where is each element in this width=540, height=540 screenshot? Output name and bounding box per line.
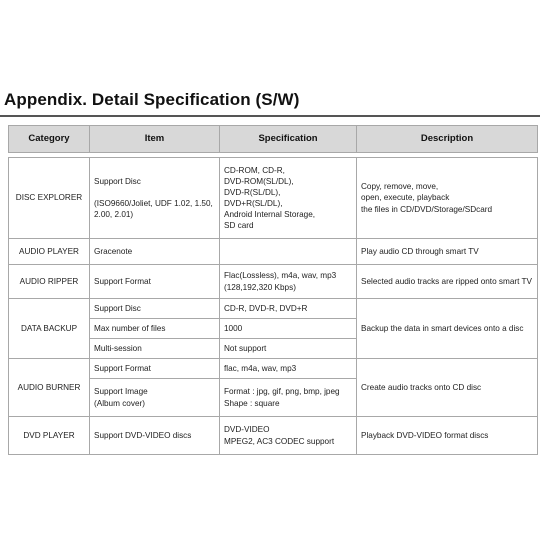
description-cell: Create audio tracks onto CD disc [357,359,538,417]
item-cell: Support Format [90,359,220,379]
spec-cell [220,239,357,265]
category-cell: DISC EXPLORER [9,158,90,239]
item-cell: Gracenote [90,239,220,265]
item-cell: Support Image (Album cover) [90,379,220,417]
description-cell: Play audio CD through smart TV [357,239,538,265]
table-row [9,265,538,299]
item-cell: Support Disc (ISO9660/Joliet, UDF 1.02, 1.50, 2.00, 2.01) [90,158,220,239]
spec-cell: Format : jpg, gif, png, bmp, jpeg Shape : square [220,379,357,417]
header-description: Description [357,126,538,153]
description-cell: Playback DVD-VIDEO format discs [357,417,538,455]
table-row [9,239,538,265]
description-cell: Copy, remove, move, open, execute, playback the files in CD/DVD/Storage/SDcard [357,158,538,239]
page-title: Appendix. Detail Specification (S/W) [4,90,300,109]
table-row [9,417,538,455]
item-cell: Multi-session [90,339,220,359]
header-category: Category [9,126,90,153]
spec-cell: Not support [220,339,357,359]
category-cell: AUDIO PLAYER [9,239,90,265]
table-row [9,359,538,379]
category-cell: AUDIO RIPPER [9,265,90,299]
spec-table [8,125,538,455]
header-specification: Specification [220,126,357,153]
item-cell: Support Disc [90,299,220,319]
spec-cell: Flac(Lossless), m4a, wav, mp3 (128,192,320 Kbps) [220,265,357,299]
description-cell: Selected audio tracks are ripped onto smart TV [357,265,538,299]
table-row [9,158,538,239]
item-cell: Support Format [90,265,220,299]
item-cell: Max number of files [90,319,220,339]
title-underline [0,115,540,117]
category-cell: AUDIO BURNER [9,359,90,417]
spec-cell: CD-R, DVD-R, DVD+R [220,299,357,319]
spec-cell: DVD-VIDEO MPEG2, AC3 CODEC support [220,417,357,455]
spec-cell: flac, m4a, wav, mp3 [220,359,357,379]
header-item: Item [90,126,220,153]
spec-cell: 1000 [220,319,357,339]
table-header-row [9,126,538,153]
description-cell: Backup the data in smart devices onto a disc [357,299,538,359]
item-cell: Support DVD-VIDEO discs [90,417,220,455]
table-row [9,299,538,319]
category-cell: DVD PLAYER [9,417,90,455]
category-cell: DATA BACKUP [9,299,90,359]
spec-cell: CD-ROM, CD-R, DVD-ROM(SL/DL), DVD-R(SL/DL), DVD+R(SL/DL), Android Internal Storage, SD card [220,158,357,239]
